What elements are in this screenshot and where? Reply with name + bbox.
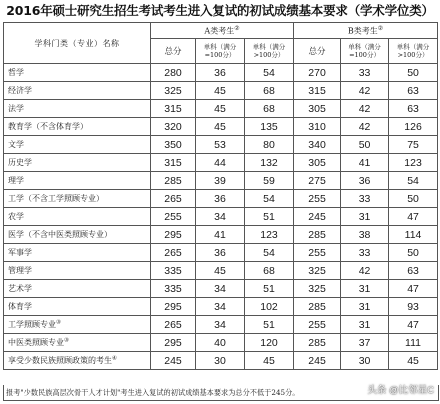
zone-b-single-gt100-cell: 47: [389, 316, 438, 334]
zone-b-single-le100-cell: 31: [341, 298, 389, 316]
zone-a-note: ②: [234, 24, 240, 32]
table-row: [4, 190, 438, 208]
zone-a-single-gt100-cell: 68: [245, 262, 294, 280]
subject-name: 管理学: [8, 266, 32, 275]
zone-b-total-cell: 285: [294, 298, 341, 316]
zone-b-single-gt100-cell: 54: [389, 172, 438, 190]
zone-b-single-le100-cell: 30: [341, 352, 389, 370]
subject-name-cell: [4, 154, 151, 172]
zone-a-single-gt100-cell: 54: [245, 64, 294, 82]
table-body: [4, 64, 438, 370]
subject-note: ③: [64, 337, 69, 344]
subject-name-cell: [4, 208, 151, 226]
zone-a-single-gt100-header: [245, 39, 294, 64]
header-line: =100分）: [204, 51, 236, 59]
subject-name-cell: [4, 316, 151, 334]
zone-a-single-le100-cell: 40: [196, 334, 245, 352]
zone-b-single-gt100-cell: 111: [389, 334, 438, 352]
subject-name-cell: [4, 190, 151, 208]
zone-b-single-gt100-cell: 126: [389, 118, 438, 136]
subject-name-cell: [4, 298, 151, 316]
subject-name-cell: [4, 334, 151, 352]
zone-b-single-le100-header: [341, 39, 389, 64]
zone-a-single-gt100-cell: 68: [245, 82, 294, 100]
zone-b-total-cell: 245: [294, 352, 341, 370]
subject-name-cell: [4, 136, 151, 154]
zone-b-total-cell: 305: [294, 154, 341, 172]
zone-a-single-gt100-cell: 123: [245, 226, 294, 244]
zone-a-label: A类考生: [204, 26, 235, 36]
page-title: 2016年硕士研究生招生考试考生进入复试的初试成绩基本要求（学术学位类）: [6, 3, 434, 18]
table-row: [4, 154, 438, 172]
zone-a-header: [151, 23, 294, 39]
subject-name-cell: [4, 226, 151, 244]
subject-column-header: 学科门类（专业）名称: [4, 23, 151, 64]
zone-b-single-gt100-cell: 63: [389, 262, 438, 280]
zone-a-total-cell: 320: [151, 118, 196, 136]
table-row: [4, 298, 438, 316]
watermark: [367, 382, 434, 396]
subject-name-cell: [4, 352, 151, 370]
zone-b-total-cell: 285: [294, 226, 341, 244]
zone-a-single-le100-cell: 36: [196, 64, 245, 82]
table-row: [4, 280, 438, 298]
zone-b-single-le100-cell: 42: [341, 118, 389, 136]
zone-a-single-le100-cell: 44: [196, 154, 245, 172]
zone-a-total-cell: 255: [151, 208, 196, 226]
zone-a-total-cell: 350: [151, 136, 196, 154]
zone-a-total-cell: 265: [151, 316, 196, 334]
subject-name: 教育学（不含体育学）: [8, 122, 88, 131]
zone-b-single-gt100-cell: 50: [389, 190, 438, 208]
zone-a-total-cell: 295: [151, 334, 196, 352]
zone-b-total-cell: 325: [294, 262, 341, 280]
zone-b-single-le100-cell: 31: [341, 280, 389, 298]
zone-b-single-gt100-cell: 45: [389, 352, 438, 370]
subject-name: 农学: [8, 212, 24, 221]
zone-b-single-le100-cell: 50: [341, 136, 389, 154]
subject-name-cell: [4, 244, 151, 262]
zone-b-single-le100-cell: 33: [341, 190, 389, 208]
header-line: 单科（满分: [203, 43, 237, 51]
score-table: [3, 22, 438, 370]
zone-a-single-le100-cell: 45: [196, 100, 245, 118]
zone-b-total-cell: 310: [294, 118, 341, 136]
zone-b-total-cell: 285: [294, 334, 341, 352]
zone-a-single-le100-cell: 45: [196, 118, 245, 136]
zone-a-total-cell: 295: [151, 226, 196, 244]
subject-name-cell: [4, 262, 151, 280]
table-row: [4, 316, 438, 334]
table-row: [4, 352, 438, 370]
subject-note: ③: [56, 319, 61, 326]
zone-b-single-gt100-cell: 50: [389, 244, 438, 262]
zone-b-total-cell: 275: [294, 172, 341, 190]
zone-a-single-gt100-cell: 120: [245, 334, 294, 352]
table-row: [4, 226, 438, 244]
zone-b-total-cell: 255: [294, 190, 341, 208]
subject-name: 军事学: [8, 248, 32, 257]
subject-name: 享受少数民族照顾政策的考生: [8, 356, 112, 365]
zone-b-single-le100-cell: 41: [341, 154, 389, 172]
zone-a-single-le100-cell: 45: [196, 82, 245, 100]
zone-a-single-le100-cell: 45: [196, 262, 245, 280]
subject-name: 体育学: [8, 302, 32, 311]
zone-b-single-le100-cell: 42: [341, 82, 389, 100]
subject-name: 中医类照顾专业: [8, 338, 64, 347]
zone-a-single-le100-cell: 34: [196, 298, 245, 316]
zone-b-note: ②: [377, 24, 384, 32]
zone-b-single-le100-cell: 31: [341, 208, 389, 226]
footnote: 报考"少数民族高层次骨干人才计划"考生进入复试的初试成绩基本要求为总分不低于245分。: [3, 385, 439, 401]
zone-a-single-le100-cell: 41: [196, 226, 245, 244]
table-row: [4, 334, 438, 352]
subject-name: 理学: [8, 176, 24, 185]
header-line: 单科（满分: [252, 43, 286, 51]
table-row: [4, 208, 438, 226]
subject-name-cell: [4, 280, 151, 298]
zone-a-single-le100-cell: 34: [196, 208, 245, 226]
zone-a-single-gt100-cell: 51: [245, 208, 294, 226]
zone-b-single-gt100-cell: 63: [389, 100, 438, 118]
subject-name-cell: [4, 100, 151, 118]
zone-a-single-le100-cell: 34: [196, 316, 245, 334]
zone-a-single-gt100-cell: 102: [245, 298, 294, 316]
table-row: [4, 262, 438, 280]
table-row: [4, 136, 438, 154]
zone-b-total-cell: 305: [294, 100, 341, 118]
zone-a-total-cell: 315: [151, 100, 196, 118]
subject-name: 艺术学: [8, 284, 32, 293]
zone-b-single-le100-cell: 37: [341, 334, 389, 352]
zone-b-single-le100-cell: 38: [341, 226, 389, 244]
zone-a-single-gt100-cell: 45: [245, 352, 294, 370]
zone-a-total-cell: 265: [151, 244, 196, 262]
zone-b-total-cell: 325: [294, 280, 341, 298]
zone-a-single-le100-cell: 36: [196, 244, 245, 262]
zone-b-single-le100-cell: 42: [341, 100, 389, 118]
table-row: [4, 244, 438, 262]
table-row: [4, 82, 438, 100]
zone-a-single-le100-cell: 39: [196, 172, 245, 190]
zone-a-total-cell: 335: [151, 262, 196, 280]
subject-name: 工学照顾专业: [8, 320, 56, 329]
table-row: [4, 100, 438, 118]
zone-a-single-le100-cell: 36: [196, 190, 245, 208]
table-row: [4, 118, 438, 136]
header-line: 单科（满分: [396, 43, 430, 51]
zone-a-single-gt100-cell: 68: [245, 100, 294, 118]
subject-name-cell: [4, 64, 151, 82]
zone-b-total-header: 总分: [294, 39, 341, 64]
subject-note: ④: [112, 355, 117, 362]
zone-b-total-cell: 340: [294, 136, 341, 154]
zone-a-single-le100-header: [196, 39, 245, 64]
zone-b-single-gt100-cell: 75: [389, 136, 438, 154]
zone-b-single-gt100-cell: 47: [389, 280, 438, 298]
subject-name-cell: [4, 172, 151, 190]
subject-name: 经济学: [8, 86, 32, 95]
zone-a-total-header: 总分: [151, 39, 196, 64]
zone-b-total-cell: 255: [294, 244, 341, 262]
zone-b-header: [294, 23, 438, 39]
header-line: 单科（满分: [348, 43, 381, 51]
zone-b-single-le100-cell: 31: [341, 316, 389, 334]
zone-b-total-cell: 270: [294, 64, 341, 82]
subject-name: 工学（不含工学照顾专业）: [8, 194, 104, 203]
zone-a-single-gt100-cell: 51: [245, 280, 294, 298]
header-line: >100分）: [253, 51, 285, 59]
zone-b-single-gt100-cell: 63: [389, 82, 438, 100]
zone-a-single-gt100-cell: 135: [245, 118, 294, 136]
subject-name: 哲学: [8, 68, 24, 77]
zone-a-single-gt100-cell: 59: [245, 172, 294, 190]
zone-a-single-le100-cell: 30: [196, 352, 245, 370]
header-line: =100分）: [349, 51, 380, 59]
zone-a-total-cell: 325: [151, 82, 196, 100]
zone-a-total-cell: 295: [151, 298, 196, 316]
subject-name: 法学: [8, 104, 24, 113]
zone-a-single-gt100-cell: 51: [245, 316, 294, 334]
zone-a-total-cell: 315: [151, 154, 196, 172]
zone-b-single-le100-cell: 36: [341, 172, 389, 190]
zone-b-single-gt100-cell: 93: [389, 298, 438, 316]
subject-name-cell: [4, 82, 151, 100]
zone-b-single-gt100-cell: 50: [389, 64, 438, 82]
zone-b-single-le100-cell: 33: [341, 64, 389, 82]
subject-name-cell: [4, 118, 151, 136]
zone-a-single-gt100-cell: 54: [245, 190, 294, 208]
subject-name: 医学（不含中医类照顾专业）: [8, 230, 112, 239]
zone-a-single-gt100-cell: 80: [245, 136, 294, 154]
zone-b-single-le100-cell: 42: [341, 262, 389, 280]
subject-name: 历史学: [8, 158, 32, 167]
header-line: >100分）: [397, 51, 429, 59]
zone-b-single-le100-cell: 33: [341, 244, 389, 262]
zone-b-total-cell: 315: [294, 82, 341, 100]
zone-b-single-gt100-cell: 114: [389, 226, 438, 244]
table-row: [4, 64, 438, 82]
zone-a-total-cell: 280: [151, 64, 196, 82]
table-row: [4, 172, 438, 190]
zone-a-total-cell: 335: [151, 280, 196, 298]
zone-b-total-cell: 255: [294, 316, 341, 334]
zone-a-total-cell: 265: [151, 190, 196, 208]
zone-a-total-cell: 285: [151, 172, 196, 190]
watermark-text: 头条 @比邻星C: [367, 385, 434, 396]
zone-b-single-gt100-cell: 123: [389, 154, 438, 172]
zone-a-total-cell: 245: [151, 352, 196, 370]
zone-b-single-gt100-header: [389, 39, 438, 64]
zone-a-single-gt100-cell: 54: [245, 244, 294, 262]
zone-a-single-gt100-cell: 132: [245, 154, 294, 172]
zone-b-total-cell: 245: [294, 208, 341, 226]
zone-a-single-le100-cell: 34: [196, 280, 245, 298]
zone-b-single-gt100-cell: 47: [389, 208, 438, 226]
zone-a-single-le100-cell: 53: [196, 136, 245, 154]
subject-name: 文学: [8, 140, 24, 149]
zone-b-label: B类考生: [347, 26, 378, 36]
